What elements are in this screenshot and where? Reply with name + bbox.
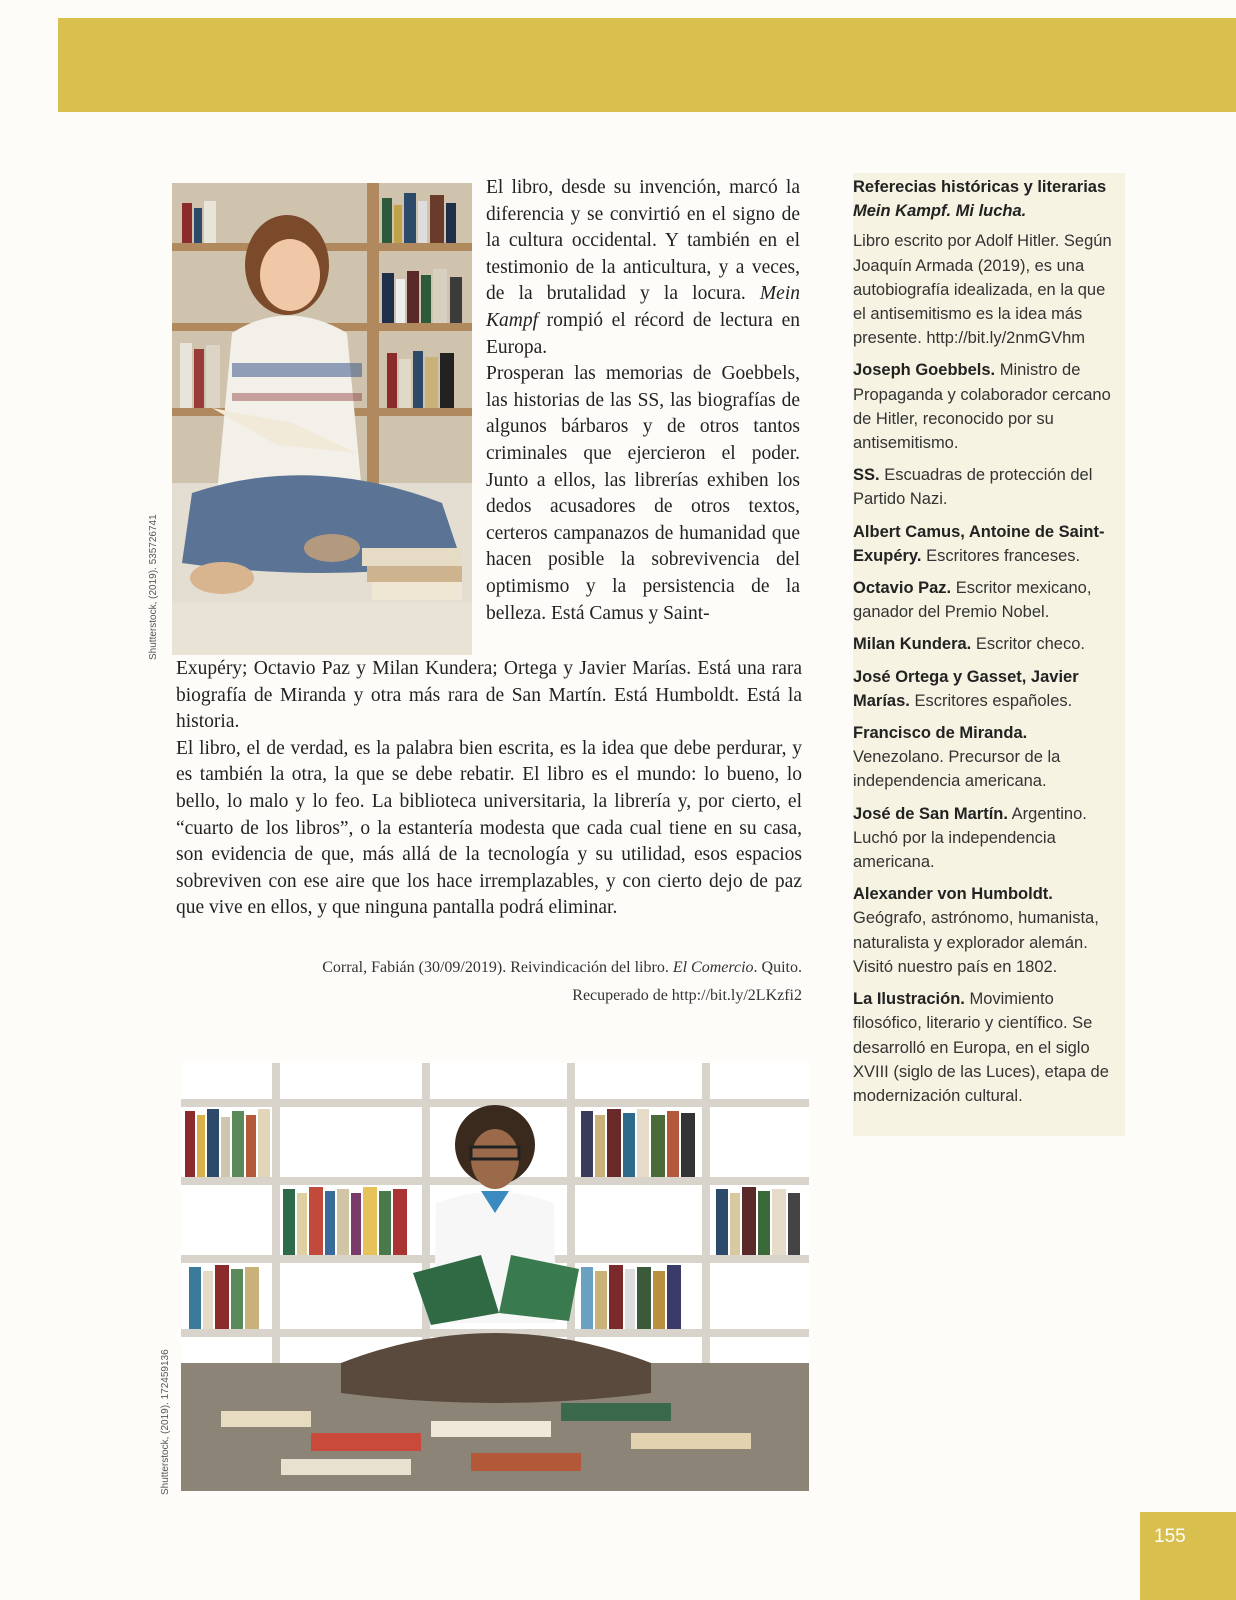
glossary-entry: [853, 802, 1119, 875]
newspaper-name: El Comercio: [672, 959, 754, 976]
glossary-term: Albert Camus, Antoine de Saint- Exupéry.: [853, 522, 1105, 565]
article-text: El libro, desde su invención, marcó la diferencia y se convirtió en el signo de la cultura occidental. Y también en el testimonio de la anticultura, y a veces, de la brutalidad y la locura.: [486, 177, 800, 305]
article-paragraph: Prosperan las memorias de Goebbels, las historias de las SS, las biografías de algunos bárbaros y de otros tantos criminales que ejercieron el poder. Junto a ellos, las librerías exhiben los dedos acusadores de otros textos, certeros campanazos de humanidad que hacen posible la sobrevivencia del optimismo y la persistencia de la belleza. Está Camus y Saint-: [486, 363, 800, 624]
glossary-term: Alexander von Humboldt.: [853, 885, 1053, 904]
glossary-definition: Escritores franceses.: [921, 546, 1081, 565]
glossary-entry: [853, 358, 1119, 455]
glossary-entry: [853, 632, 1119, 656]
glossary-sidebar: [853, 173, 1125, 1136]
glossary-term: Joseph Goebbels.: [853, 361, 996, 380]
glossary-term: Francisco de Miranda.: [853, 724, 1028, 743]
top-color-band: [58, 18, 1236, 112]
glossary-definition: Ministro de Propaganda y colaborador cercano de Hitler, reconocido por su antisemitismo.: [853, 361, 1111, 453]
glossary-entry: [853, 576, 1119, 624]
article-text-full-width: [176, 656, 802, 922]
book-title: Mein Kampf: [486, 283, 800, 331]
glossary-term: SS.: [853, 466, 880, 485]
glossary-term: Octavio Paz.: [853, 579, 952, 598]
glossary-entry: [853, 665, 1119, 713]
glossary-entry: [853, 882, 1119, 979]
glossary-definition: Argentino. Luchó por la independencia americana.: [853, 804, 1087, 872]
glossary-entry: [853, 987, 1119, 1108]
article-paragraph: El libro, el de verdad, es la palabra bien escrita, es la idea que debe perdurar, y es también la otra, la que se debe rebatir. El libro es el mundo: lo bueno, lo bello, lo malo y lo feo. La biblioteca universitaria, la librería y, por cierto, el “cuarto de los libros”, o la estantería modesta que cada cual tiene en su casa, son evidencia de que, más allá de la tecnología y su utilidad, esos espacios sobreviven con ese aire que los hace irremplazables, y con cierto dejo de paz que vive en ellos, y que ninguna pantalla podrá eliminar.: [176, 737, 802, 919]
glossary-heading: [853, 175, 1119, 223]
glossary-term: Milan Kundera.: [853, 635, 972, 654]
citation-text: . Quito.: [753, 959, 802, 976]
article-text-right-column: [486, 175, 800, 627]
article-text: rompió el récord de lectura en Europa.: [486, 309, 800, 358]
glossary-entry: [853, 520, 1119, 568]
glossary-title: Referecias históricas y literarias: [853, 178, 1107, 196]
glossary-definition: Geógrafo, astrónomo, humanista, naturalista y explorador alemán. Visitó nuestro país en 1802.: [853, 909, 1099, 976]
glossary-term: José de San Martín.: [853, 804, 1008, 823]
glossary-definition: Venezolano. Precursor de la independencia americana.: [853, 748, 1061, 791]
photo-credit: Shutterstock, (2019). 535726741: [148, 514, 159, 660]
glossary-definition: Escritor mexicano, ganador del Premio Nobel.: [853, 579, 1092, 622]
article-paragraph: [486, 175, 800, 361]
citation-line: [176, 954, 802, 982]
photo-boy-reading-illustration: [181, 1063, 809, 1491]
glossary-definition: Escritores españoles.: [909, 691, 1073, 710]
citation-url: Recuperado de http://bit.ly/2LKzfi2: [572, 987, 802, 1004]
glossary-term: La Ilustración.: [853, 990, 965, 1009]
glossary-entry: [853, 721, 1119, 794]
glossary-definition: Movimiento filosófico, literario y científico. Se desarrolló en Europa, en el siglo XVIII (siglo de las Luces), etapa de modernización cultural.: [853, 990, 1109, 1105]
glossary-definition: Escritor checo.: [971, 635, 1085, 654]
photo-girl-reading: [172, 183, 472, 655]
citation-text: Corral, Fabián (30/09/2019). Reivindicación del libro.: [322, 959, 673, 976]
glossary-intro: Libro escrito por Adolf Hitler. Según Joaquín Armada (2019), es una autobiografía idealizada, en la que el antisemitismo es la idea más presente. http://bit.ly/2nmGVhm: [853, 232, 1112, 348]
photo-girl-reading-illustration: [172, 183, 472, 655]
glossary-subtitle: Mein Kampf. Mi lucha.: [853, 202, 1027, 221]
glossary-term: José Ortega y Gasset, Javier Marías.: [853, 667, 1079, 710]
article-paragraph-continued: Exupéry; Octavio Paz y Milan Kundera; Ortega y Javier Marías. Está una rara biografía de Miranda y otra más rara de San Martín. Está Humboldt. Está la historia.: [176, 658, 802, 733]
glossary-entry: [853, 463, 1119, 511]
citation: [176, 954, 802, 1010]
glossary-definition: Escuadras de protección del Partido Nazi.: [853, 466, 1093, 509]
photo-credit: Shutterstock, (2019). 172459136: [160, 1349, 171, 1495]
photo-boy-reading: [181, 1063, 809, 1491]
page-number: 155: [1140, 1512, 1236, 1600]
